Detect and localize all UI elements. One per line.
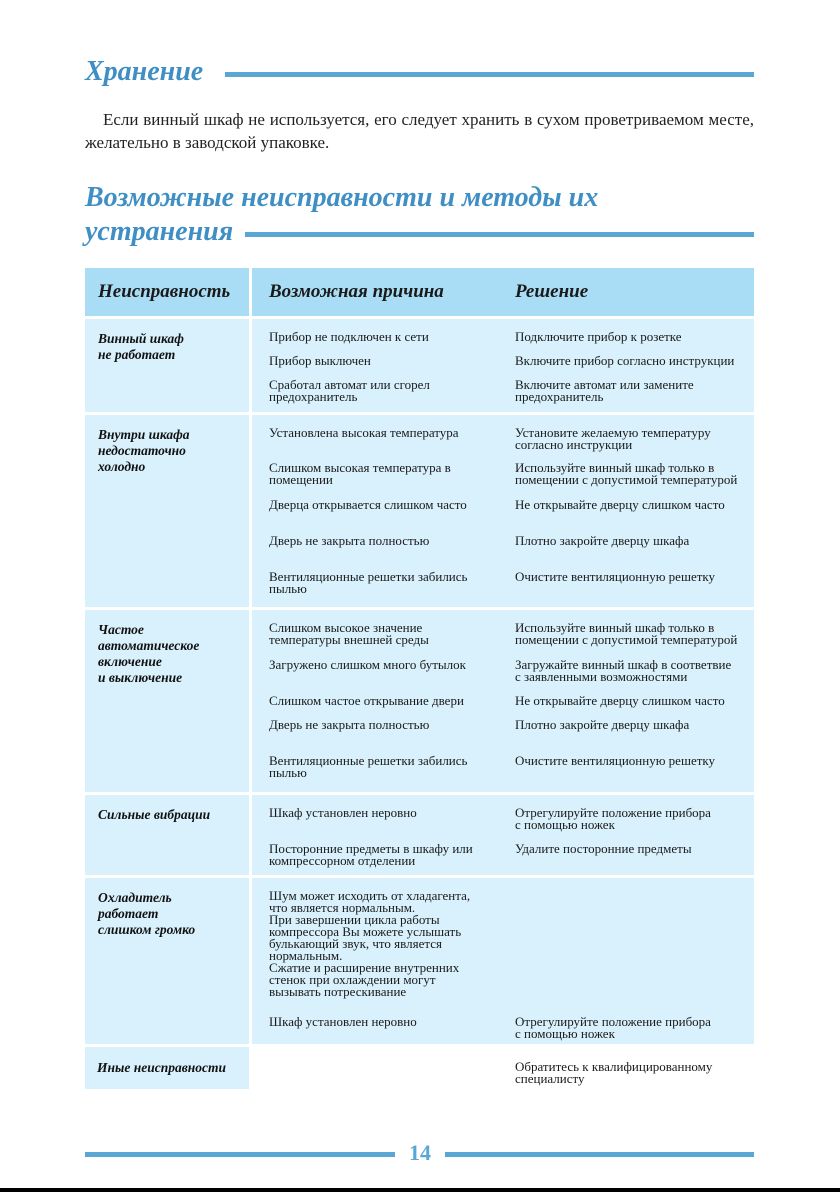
table-row [269, 427, 754, 462]
cause-cell: Посторонние предметы в шкафу или компрессорном отделении [269, 841, 473, 868]
solution-cell: Очистите вентиляционную решетку [515, 569, 716, 584]
table-row [269, 659, 754, 695]
group-rows [269, 890, 754, 1044]
solution-cell: Установите желаемую температуру согласно инструкции [515, 425, 711, 452]
group-rows [269, 807, 754, 873]
cause-cell: Дверь не закрыта полностью [269, 717, 430, 732]
cause-cell: Сработал автомат или сгорел предохранитель [269, 377, 430, 404]
troubleshooting-table [85, 268, 754, 1092]
solution-cell: Не открывайте дверцу слишком часто [515, 497, 725, 512]
footer-rule-right [445, 1152, 754, 1157]
troubleshooting-title-line1: Возможные неисправности и методы их [85, 182, 599, 213]
solution-cell: Используйте винный шкаф только в помещении с допустимой температурой [515, 460, 738, 487]
table-row [269, 890, 754, 1016]
footer-rule-left [85, 1152, 395, 1157]
solution-cell [515, 890, 754, 1016]
page-footer [85, 1140, 754, 1170]
cause-cell: Слишком высокое значение температуры внешней среды [269, 620, 429, 647]
cause-cell: Шум может исходить от хладагента, что является нормальным. При завершении цикла работы компрессора Вы можете услышать булькающий звук, что является нормальным. Сжатие и расширение внутренних стенок при охлаждении могут вызывать потрескивание [269, 888, 471, 999]
fault-label: Сильные вибрации [98, 807, 211, 822]
table-row [269, 755, 754, 783]
fault-group [85, 415, 754, 607]
fault-group [85, 319, 754, 412]
solution-cell: Используйте винный шкаф только в помещении с допустимой температурой [515, 620, 738, 647]
fault-group [85, 1047, 754, 1089]
header-fault: Неисправность [98, 281, 231, 302]
storage-paragraph: Если винный шкаф не используется, его следует хранить в сухом проветриваемом месте, желательно в заводской упаковке. [85, 110, 754, 152]
table-row [269, 843, 754, 873]
table-row [269, 719, 754, 755]
header-cause: Возможная причина [269, 281, 444, 302]
fault-label: Охладитель работает слишком громко [98, 890, 196, 937]
column-divider [249, 795, 252, 875]
troubleshooting-heading [85, 214, 754, 250]
cause-cell: Прибор не подключен к сети [269, 329, 429, 344]
fault-label: Иные неисправности [97, 1060, 227, 1075]
solution-cell: Подключите прибор к розетке [515, 329, 682, 344]
solution-cell: Плотно закройте дверцу шкафа [515, 533, 690, 548]
cause-cell: Прибор выключен [269, 353, 371, 368]
group-rows [269, 622, 754, 783]
page-number: 14 [409, 1140, 431, 1165]
troubleshooting-title-line2: устранения [85, 216, 234, 247]
cause-cell: Шкаф установлен неровно [269, 1014, 417, 1029]
storage-heading [85, 52, 754, 92]
header-solution: Решение [515, 281, 589, 302]
table-row [269, 695, 754, 719]
cause-cell: Загружено слишком много бутылок [269, 657, 466, 672]
solution-cell: Включите автомат или замените предохранитель [515, 377, 694, 404]
cause-cell: Вентиляционные решетки забились пылью [269, 569, 468, 596]
group-rows [269, 331, 754, 403]
cause-cell: Дверь не закрыта полностью [269, 533, 430, 548]
table-row [269, 1061, 754, 1089]
table-row [269, 622, 754, 659]
solution-cell: Удалите посторонние предметы [515, 841, 692, 856]
column-divider [249, 319, 252, 412]
storage-title: Хранение [85, 56, 204, 87]
cause-cell: Слишком высокая температура в помещении [269, 460, 451, 487]
table-row [269, 1016, 754, 1044]
table-row [269, 355, 754, 379]
table-row [269, 807, 754, 843]
group-rows [269, 1061, 754, 1089]
solution-cell: Обратитесь к квалифицированному специалисту [515, 1059, 713, 1086]
fault-label: Винный шкаф не работает [98, 331, 184, 362]
column-divider [249, 610, 252, 792]
heading-rule [245, 232, 754, 237]
table-row [269, 379, 754, 403]
column-divider [249, 415, 252, 607]
solution-cell: Не открывайте дверцу слишком часто [515, 693, 725, 708]
solution-cell: Отрегулируйте положение прибора с помощью ножек [515, 805, 711, 832]
page-bottom-edge [0, 1188, 840, 1192]
fault-label: Частое автоматическое включение и выключение [98, 622, 200, 685]
cause-cell: Слишком частое открывание двери [269, 693, 464, 708]
table-header [85, 268, 754, 316]
cause-cell: Установлена высокая температура [269, 425, 459, 440]
cause-cell: Шкаф установлен неровно [269, 805, 417, 820]
header-divider [249, 268, 252, 316]
table-row [269, 571, 754, 601]
table-row [269, 331, 754, 355]
solution-cell: Плотно закройте дверцу шкафа [515, 717, 690, 732]
heading-rule [225, 72, 754, 77]
solution-cell: Включите прибор согласно инструкции [515, 353, 735, 368]
fault-group [85, 795, 754, 875]
table-row [269, 499, 754, 535]
solution-cell: Загружайте винный шкаф в соответвие с заявленными возможностями [515, 657, 732, 684]
column-divider [249, 878, 252, 1044]
group-rows [269, 427, 754, 601]
fault-group [85, 878, 754, 1044]
fault-label: Внутри шкафа недостаточно холодно [98, 427, 190, 474]
table-row [269, 462, 754, 499]
solution-cell: Отрегулируйте положение прибора с помощью ножек [515, 1014, 711, 1041]
cause-cell: Дверца открывается слишком часто [269, 497, 467, 512]
table-row [269, 535, 754, 571]
fault-group [85, 610, 754, 792]
cause-cell [269, 1061, 515, 1089]
cause-cell: Вентиляционные решетки забились пылью [269, 753, 468, 780]
solution-cell: Очистите вентиляционную решетку [515, 753, 716, 768]
